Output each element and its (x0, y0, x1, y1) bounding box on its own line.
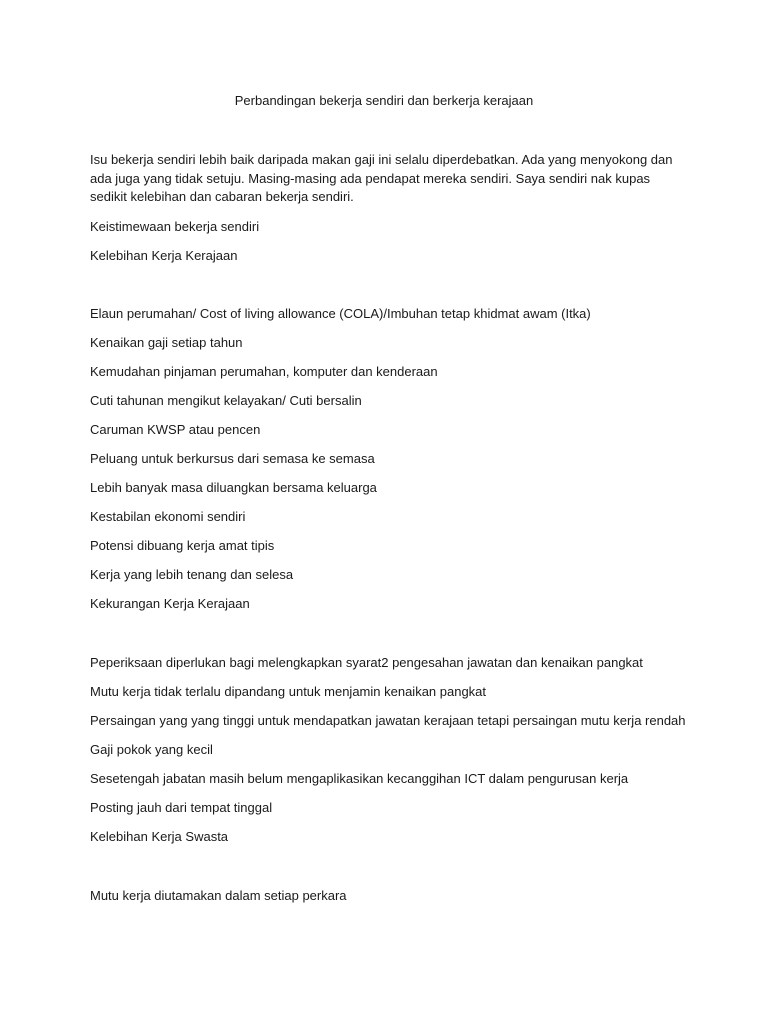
document-title: Perbandingan bekerja sendiri dan berkerja kerajaan (234, 93, 534, 108)
list-item: Caruman KWSP atau pencen (90, 422, 261, 437)
list-item: Kenaikan gaji setiap tahun (90, 335, 243, 350)
list-item: Mutu kerja tidak terlalu dipandang untuk menjamin kenaikan pangkat (90, 684, 487, 699)
list-item: Mutu kerja diutamakan dalam setiap perkara (90, 888, 347, 903)
intro-paragraph: Isu bekerja sendiri lebih baik daripada makan gaji ini selalu diperdebatkan. Ada yang menyokong dan ada juga yang tidak setuju. Masing-masing ada pendapat mereka sendiri. Saya sendiri nak kupas sedikit kelebihan dan cabaran bekerja sendiri. (90, 152, 673, 204)
list-item: Sesetengah jabatan masih belum mengaplikasikan kecanggihan ICT dalam pengurusan kerja (90, 771, 629, 786)
heading-kelebihan-swasta: Kelebihan Kerja Swasta (90, 829, 229, 844)
heading-kelebihan-kerajaan: Kelebihan Kerja Kerajaan (90, 248, 238, 263)
list-item: Kestabilan ekonomi sendiri (90, 509, 246, 524)
list-item: Posting jauh dari tempat tinggal (90, 800, 273, 815)
list-item: Elaun perumahan/ Cost of living allowance (COLA)/Imbuhan tetap khidmat awam (Itka) (90, 306, 591, 321)
list-item: Potensi dibuang kerja amat tipis (90, 538, 275, 553)
list-item: Kerja yang lebih tenang dan selesa (90, 567, 294, 582)
list-item: Gaji pokok yang kecil (90, 742, 213, 757)
list-item: Peluang untuk berkursus dari semasa ke semasa (90, 451, 375, 466)
heading-kekurangan-kerajaan: Kekurangan Kerja Kerajaan (90, 596, 250, 611)
list-item: Lebih banyak masa diluangkan bersama keluarga (90, 480, 377, 495)
list-item: Persaingan yang yang tinggi untuk mendapatkan jawatan kerajaan tetapi persaingan mutu kerja rendah (90, 713, 686, 728)
list-item: Peperiksaan diperlukan bagi melengkapkan syarat2 pengesahan jawatan dan kenaikan pangkat (90, 655, 643, 670)
heading-keistimewaan: Keistimewaan bekerja sendiri (90, 219, 260, 234)
list-item: Kemudahan pinjaman perumahan, komputer dan kenderaan (90, 364, 438, 379)
list-item: Cuti tahunan mengikut kelayakan/ Cuti bersalin (90, 393, 362, 408)
